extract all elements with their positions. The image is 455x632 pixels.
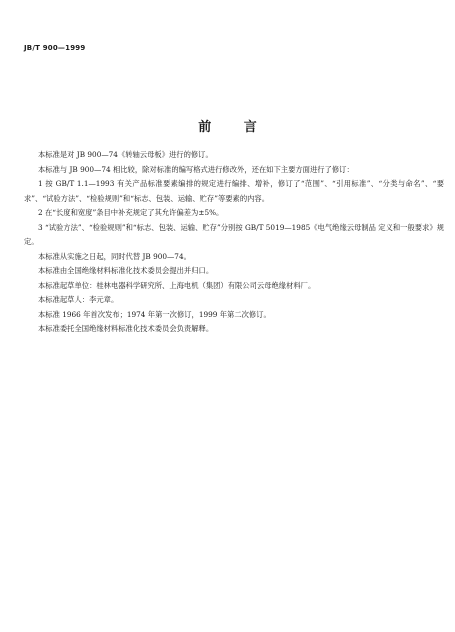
standard-code: JB/T 900—1999 (24, 44, 86, 52)
page-title: 前 言 (198, 120, 271, 135)
paragraph: 本标准起草单位：桂林电器科学研究所、上海电机（集团）有限公司云母绝缘材料厂。 (38, 280, 316, 290)
paragraph: 本标准由全国绝缘材料标准化技术委员会提出并归口。 (38, 266, 214, 275)
paragraph: 1 按 GB/T 1.1—1993 有关产品标准要素编排的规定进行编排、增补，修订了“范围”、“引用标准”、“分类与命名”、“要求”、“试验方法”、“检验规则”和“标志、包装、运输、贮存”等要素的内容。 (24, 179, 444, 203)
paragraph: 本标准是对 JB 900—74《转轴云母板》进行的修订。 (38, 150, 213, 159)
paragraph: 本标准委托全国绝缘材料标准化技术委员会负责解释。 (38, 324, 214, 333)
paragraph: 本标准 1966 年首次发布；1974 年第一次修订，1999 年第二次修订。 (38, 309, 271, 319)
paragraph: 2 在“长度和宽度”条目中补充规定了其允许偏差为±5%。 (38, 208, 224, 217)
body-text (24, 148, 444, 337)
paragraph: 本标准从实施之日起，同时代替 JB 900—74。 (38, 251, 191, 261)
paragraph: 本标准起草人：李元章。 (38, 295, 119, 304)
paragraph: 3 “试验方法”、“检验规则”和“标志、包装、运输、贮存”分别按 GB/T 5019—1985《电气绝缘云母制品 定义和一般要求》规定。 (24, 222, 444, 246)
paragraph: 本标准与 JB 900—74 相比较，除对标准的编写格式进行修改外，还在如下主要方面进行了修订： (38, 164, 354, 174)
